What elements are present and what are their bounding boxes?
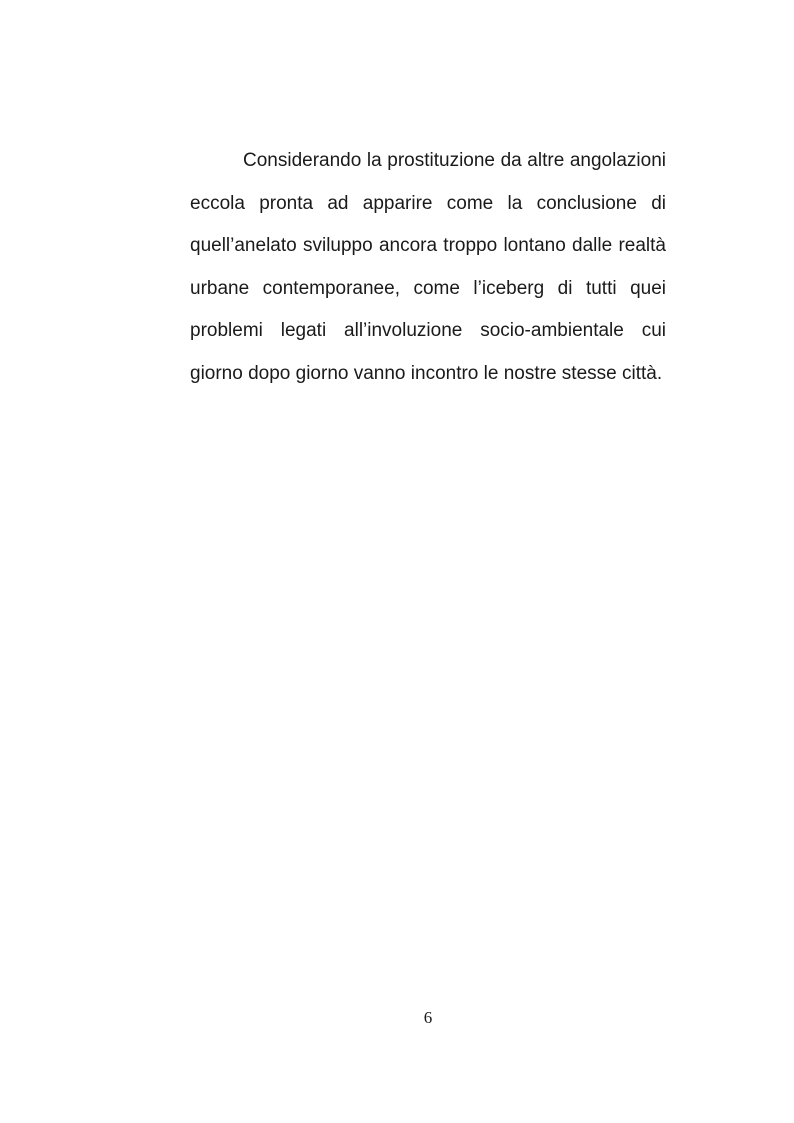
page-number: 6 <box>423 1008 433 1027</box>
body-paragraph: Considerando la prostituzione da altre angolazioni eccola pronta ad apparire come la conclusione di quell’anelato sviluppo ancora troppo lontano dalle realtà urbane contemporanee, come l’iceberg di tutti quei problemi legati all’involuzione socio-ambientale cui giorno dopo giorno vanno incontro le nostre stesse città. <box>190 150 666 384</box>
